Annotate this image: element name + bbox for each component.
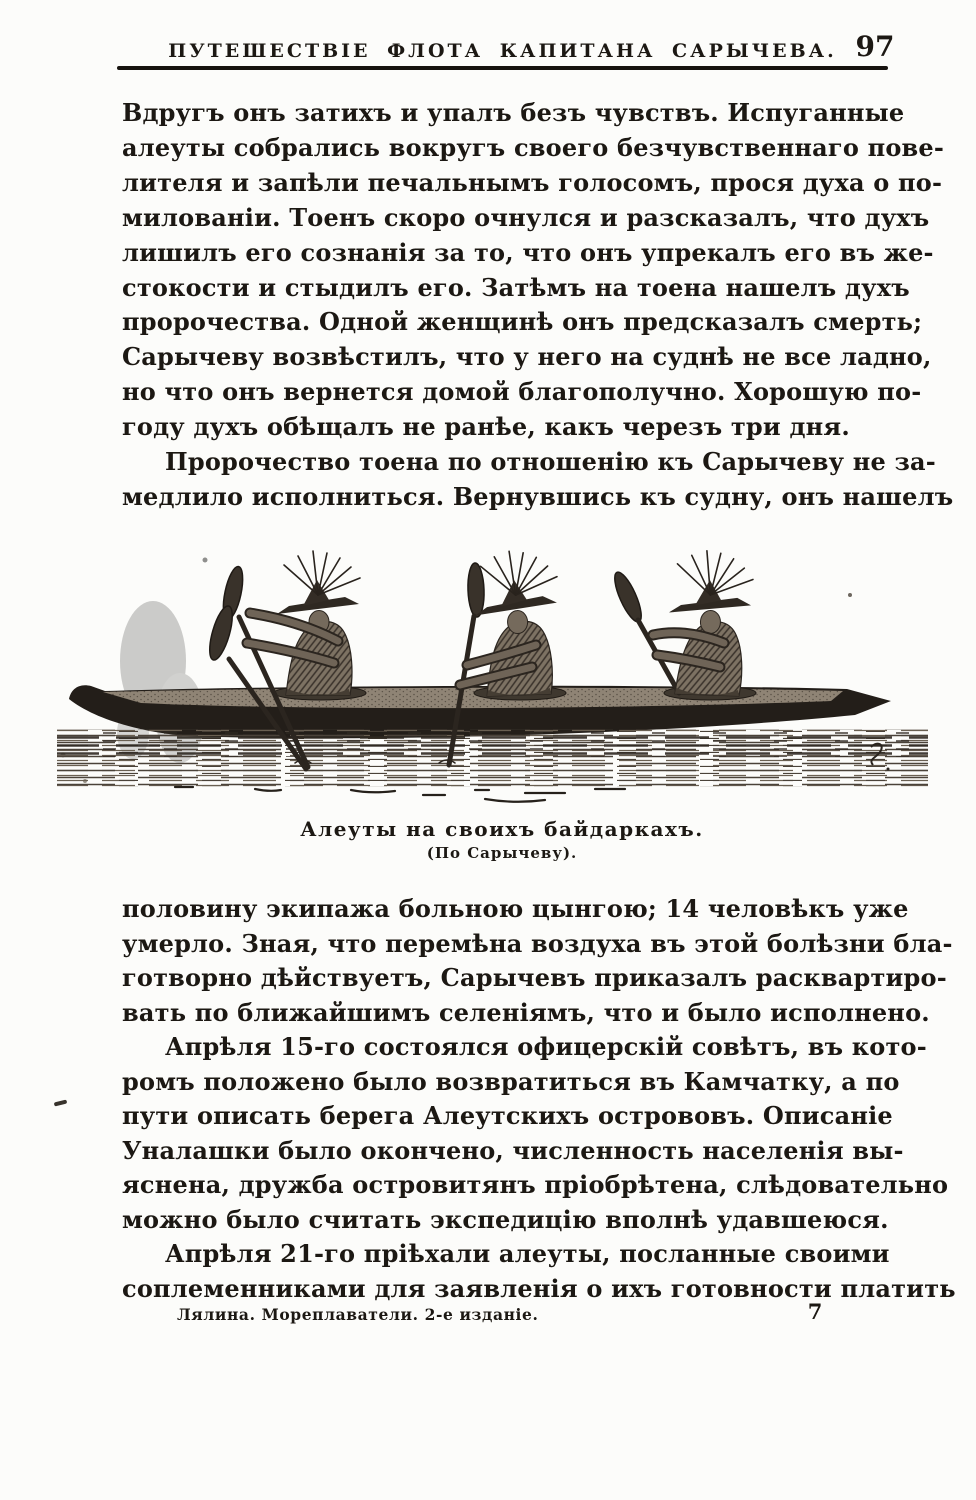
text-line: но что онъ вернется домой благополучно. Хорошую по- — [122, 377, 922, 407]
text-line: Сарычеву возвѣстилъ, что у него на суднѣ не все ладно, — [122, 342, 932, 372]
text-block-1 — [122, 96, 954, 515]
text-line: пути описать берега Алеутскихъ острововъ. Описаніе — [122, 1101, 893, 1130]
text-line: медлило исполниться. Вернувшись къ судну, онъ нашелъ — [122, 481, 954, 511]
text-line: Уналашки было окончено, численность населенія вы- — [122, 1135, 904, 1165]
text-line: соплеменниками для заявленія о ихъ готовности платить — [122, 1273, 956, 1303]
text-line: милованіи. Тоенъ скоро очнулся и разсказалъ, что духъ — [122, 202, 930, 232]
text-line: половину экипажа больною цынгою; 14 человѣкъ уже — [122, 894, 909, 923]
baidarka-engraving-illustration — [55, 543, 930, 805]
text-line: вать по ближайшимъ селеніямъ, что и было исполнено. — [122, 997, 930, 1027]
signature-number: 7 — [807, 1299, 823, 1324]
page-number: 97 — [855, 30, 895, 63]
figure-subcaption: (По Сарычеву). — [426, 844, 578, 862]
text-line: году духъ обѣщалъ не ранѣе, какъ черезъ три дня. — [122, 412, 850, 442]
text-line: Пророчество тоена по отношенію къ Сарычеву не за- — [165, 447, 936, 477]
text-line: Вдругъ онъ затихъ и упалъ безъ чувствъ. Испуганные — [122, 98, 905, 127]
header-rule — [117, 66, 888, 70]
text-line: Апрѣля 21-го пріѣхали алеуты, посланные своими — [165, 1239, 890, 1268]
text-block-2 — [122, 892, 956, 1306]
text-line: можно было считать экспедицію вполнѣ удавшеюся. — [122, 1204, 889, 1234]
text-line: лителя и запѣли печальнымъ голосомъ, прося духа о по- — [122, 167, 943, 197]
text-line: пророчества. Одной женщинѣ онъ предсказалъ смерть; — [122, 307, 923, 337]
figure-caption: Алеуты на своихъ байдаркахъ. — [300, 817, 704, 841]
text-line: стокости и стыдилъ его. Затѣмъ на тоена нашелъ духъ — [122, 272, 910, 302]
running-title: ПУТЕШЕСТВІЕ ФЛОТА КАПИТАНА САРЫЧЕВА. — [168, 40, 837, 62]
text-line: готворно дѣйствуетъ, Сарычевъ приказалъ расквартиро- — [122, 963, 947, 992]
water-hatching — [57, 729, 928, 802]
text-line: яснена, дружба островитянъ пріобрѣтена, слѣдовательно — [122, 1170, 949, 1199]
ink-speck-artifact — [54, 1099, 68, 1106]
text-line: умерло. Зная, что перемѣна воздуха въ этой болѣзни бла- — [122, 928, 953, 958]
text-line: лишилъ его сознанія за то, что онъ упрекалъ его въ же- — [122, 237, 934, 267]
text-line: ромъ положено было возвратиться въ Камчатку, а по — [122, 1066, 900, 1096]
imprint: Лялина. Мореплаватели. 2-е изданіе. — [177, 1305, 539, 1324]
text-line: алеуты собрались вокругъ своего безчувственнаго пове- — [122, 132, 945, 162]
text-line: Апрѣля 15-го состоялся офицерскій совѣтъ, въ кото- — [165, 1032, 927, 1061]
